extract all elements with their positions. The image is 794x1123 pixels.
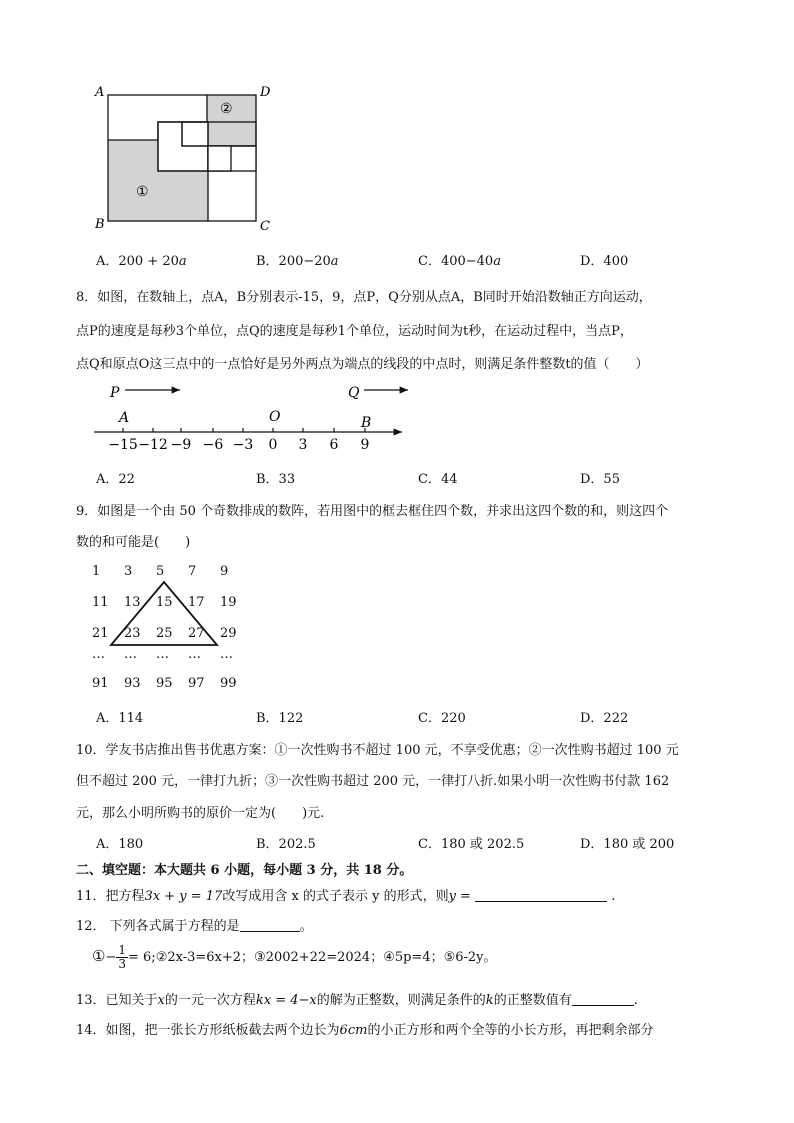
- q13-pre: 13．已知关于: [76, 993, 158, 1008]
- q9-grid-cell: …: [156, 647, 169, 662]
- q10-option-d[interactable]: D．180 或 200: [580, 837, 675, 852]
- q8-option-c[interactable]: C．44: [418, 472, 458, 487]
- q8-tick-label: −6: [202, 437, 224, 453]
- q11-pre: 11．把方程: [76, 889, 145, 904]
- q8-tick-label: 0: [268, 437, 278, 453]
- q11-line: [76, 885, 615, 904]
- q8-point-q-label: Q: [348, 385, 360, 401]
- q9-grid-cell: 93: [124, 676, 141, 691]
- q8-number-line: [88, 378, 418, 458]
- q8-point-p-label: P: [110, 385, 120, 401]
- q10-option-b[interactable]: B．202.5: [256, 837, 316, 852]
- q13-line: [76, 989, 638, 1008]
- q9-text-line-2: 数的和可能是( ): [76, 535, 191, 550]
- q8-option-b[interactable]: B．33: [256, 472, 296, 487]
- q14-end: 的小正方形和两个全等的小长方形，再把剩余部分: [367, 1023, 654, 1038]
- q8-tick-label: 9: [360, 437, 370, 453]
- q9-grid-cell: 99: [220, 676, 237, 691]
- q8-text-line-3: 点Q和原点O这三点中的一点恰好是另外两点为端点的线段的中点时，则满足条件整数t的值（ ）: [76, 357, 649, 372]
- q8-point-b-label: B: [361, 415, 372, 431]
- q11-equation: 3𝑥 + 𝑦 = 17: [144, 889, 223, 904]
- q8-text-line-1: 8．如图，在数轴上，点A，B分别表示-15，9，点P，Q分别从点A，B同时开始沿数轴正方向运动，: [76, 290, 652, 305]
- q8-point-a-label: A: [119, 410, 130, 426]
- q8-tick-label: −12: [138, 437, 168, 453]
- q11-mid: 改写成用含 x 的式子表示 y 的形式，则: [222, 889, 449, 904]
- q9-grid-cell: …: [220, 647, 233, 662]
- q9-option-c[interactable]: C．220: [418, 711, 466, 726]
- q9-grid-cell: 91: [92, 676, 109, 691]
- q8-tick-label: −15: [108, 437, 138, 453]
- q7-label-d: D: [260, 85, 271, 100]
- q9-option-d[interactable]: D．222: [580, 711, 629, 726]
- q9-grid-cell: 17: [188, 595, 205, 610]
- q7-figure: [90, 82, 280, 232]
- q9-grid-cell: 7: [188, 564, 197, 579]
- q12-stem-end: 。: [299, 919, 313, 934]
- q12-line-1: [76, 915, 313, 934]
- q9-grid-cell: 27: [188, 626, 205, 641]
- q8-tick-label: −9: [170, 437, 192, 453]
- q10-text-line-2: 但不超过 200 元，一律打九折；③一次性购书超过 200 元，一律打八折.如果小明一次性购书付款 162: [76, 774, 670, 789]
- q10-option-c[interactable]: C．180 或 202.5: [418, 837, 525, 852]
- q10-text-line-1: 10．学友书店推出售书优惠方案：①一次性购书不超过 100 元，不享受优惠；②一次性购书超过 100 元: [76, 743, 679, 758]
- q8-option-a[interactable]: A．22: [96, 472, 135, 487]
- q10-option-a[interactable]: A．180: [96, 837, 144, 852]
- q8-text-line-2: 点P的速度是每秒3个单位，点Q的速度是每秒1个单位，运动时间为t秒，在运动过程中，当点P，: [76, 324, 633, 339]
- q9-grid-cell: 25: [156, 626, 173, 641]
- q13-equation: 𝑘𝑥 = 4−𝑥: [255, 993, 317, 1008]
- q9-grid-cell: 23: [124, 626, 141, 641]
- q12-minus: −: [105, 950, 117, 965]
- q12-answer-blank[interactable]: [240, 919, 300, 932]
- q9-number-grid: [90, 560, 250, 695]
- q14-length: 6𝑐𝑚: [339, 1023, 368, 1038]
- q9-text-line-1: 9．如图是一个由 50 个奇数排成的数阵，若用图中的框去框住四个数，并求出这四个数的和，则这四个: [76, 504, 669, 519]
- q13-x: 𝑥: [157, 993, 165, 1008]
- q8-tick-label: −3: [232, 437, 254, 453]
- q13-mid2: 的解为正整数，则满足条件的: [316, 993, 486, 1008]
- q9-grid-cell: 15: [156, 595, 173, 610]
- section-2-heading: 二、填空题：本大题共 6 小题，每小题 3 分，共 18 分。: [76, 863, 413, 878]
- q12-rest: ②2x-3=6x+2；③2002+22=2024；④5p=4；⑤6-2y。: [155, 950, 497, 965]
- q11-end: .: [611, 889, 616, 904]
- q7-label-a: A: [95, 85, 105, 100]
- q9-option-b[interactable]: B．122: [256, 711, 304, 726]
- q12-stem: 12． 下列各式属于方程的是: [76, 919, 240, 934]
- q7-option-c[interactable]: C．400−40𝑎: [418, 254, 501, 269]
- q7-option-b[interactable]: B．200−20𝑎: [256, 254, 339, 269]
- q14-pre: 14．如图，把一张长方形纸板截去两个边长为: [76, 1023, 340, 1038]
- q9-grid-cell: 3: [124, 564, 133, 579]
- q9-grid-cell: 95: [156, 676, 173, 691]
- q13-end: 的正整数值有: [493, 993, 572, 1008]
- q8-option-d[interactable]: D．55: [580, 472, 620, 487]
- q13-k: 𝑘: [485, 993, 494, 1008]
- q13-answer-blank[interactable]: [572, 993, 634, 1006]
- q7-region-2-label: ②: [220, 101, 233, 117]
- q12-after-frac: = 6;: [128, 950, 156, 965]
- q12-circle-1: ①: [92, 947, 106, 965]
- q9-grid-cell: 29: [220, 626, 237, 641]
- q9-grid-cell: 21: [92, 626, 109, 641]
- q9-grid-cell: 9: [220, 564, 229, 579]
- q9-grid-cell: …: [124, 647, 137, 662]
- q9-grid-cell: 5: [156, 564, 165, 579]
- q9-option-a[interactable]: A．114: [96, 711, 144, 726]
- q11-lhs: 𝑦 =: [448, 889, 471, 904]
- q13-period: .: [633, 993, 638, 1008]
- q9-grid-cell: 19: [220, 595, 237, 610]
- q7-option-a[interactable]: A．200 + 20𝑎: [96, 254, 187, 269]
- q12-line-2: [92, 944, 497, 971]
- q9-grid-cell: 13: [124, 595, 141, 610]
- q9-grid-cell: …: [92, 647, 105, 662]
- q12-fraction: $\frac{1}{3}$: [118, 943, 126, 971]
- q7-label-c: C: [260, 219, 270, 232]
- q8-point-o-label: O: [269, 409, 281, 425]
- q9-grid-cell: 1: [92, 564, 101, 579]
- q9-grid-cell: …: [188, 647, 201, 662]
- q9-triangle-frame: [90, 560, 250, 695]
- q14-line: [76, 1019, 653, 1038]
- q9-grid-cell: 11: [92, 595, 109, 610]
- q11-answer-blank[interactable]: [475, 889, 607, 902]
- q8-tick-label: 6: [329, 437, 339, 453]
- q9-grid-cell: 97: [188, 676, 205, 691]
- q7-region-1-label: ①: [136, 184, 149, 200]
- q13-mid: 的一元一次方程: [164, 993, 256, 1008]
- q7-label-b: B: [95, 217, 105, 232]
- q8-tick-label: 3: [298, 437, 308, 453]
- q7-option-d[interactable]: D．400: [580, 254, 629, 269]
- q10-text-line-3: 元，那么小明所购书的原价一定为( )元.: [76, 806, 325, 821]
